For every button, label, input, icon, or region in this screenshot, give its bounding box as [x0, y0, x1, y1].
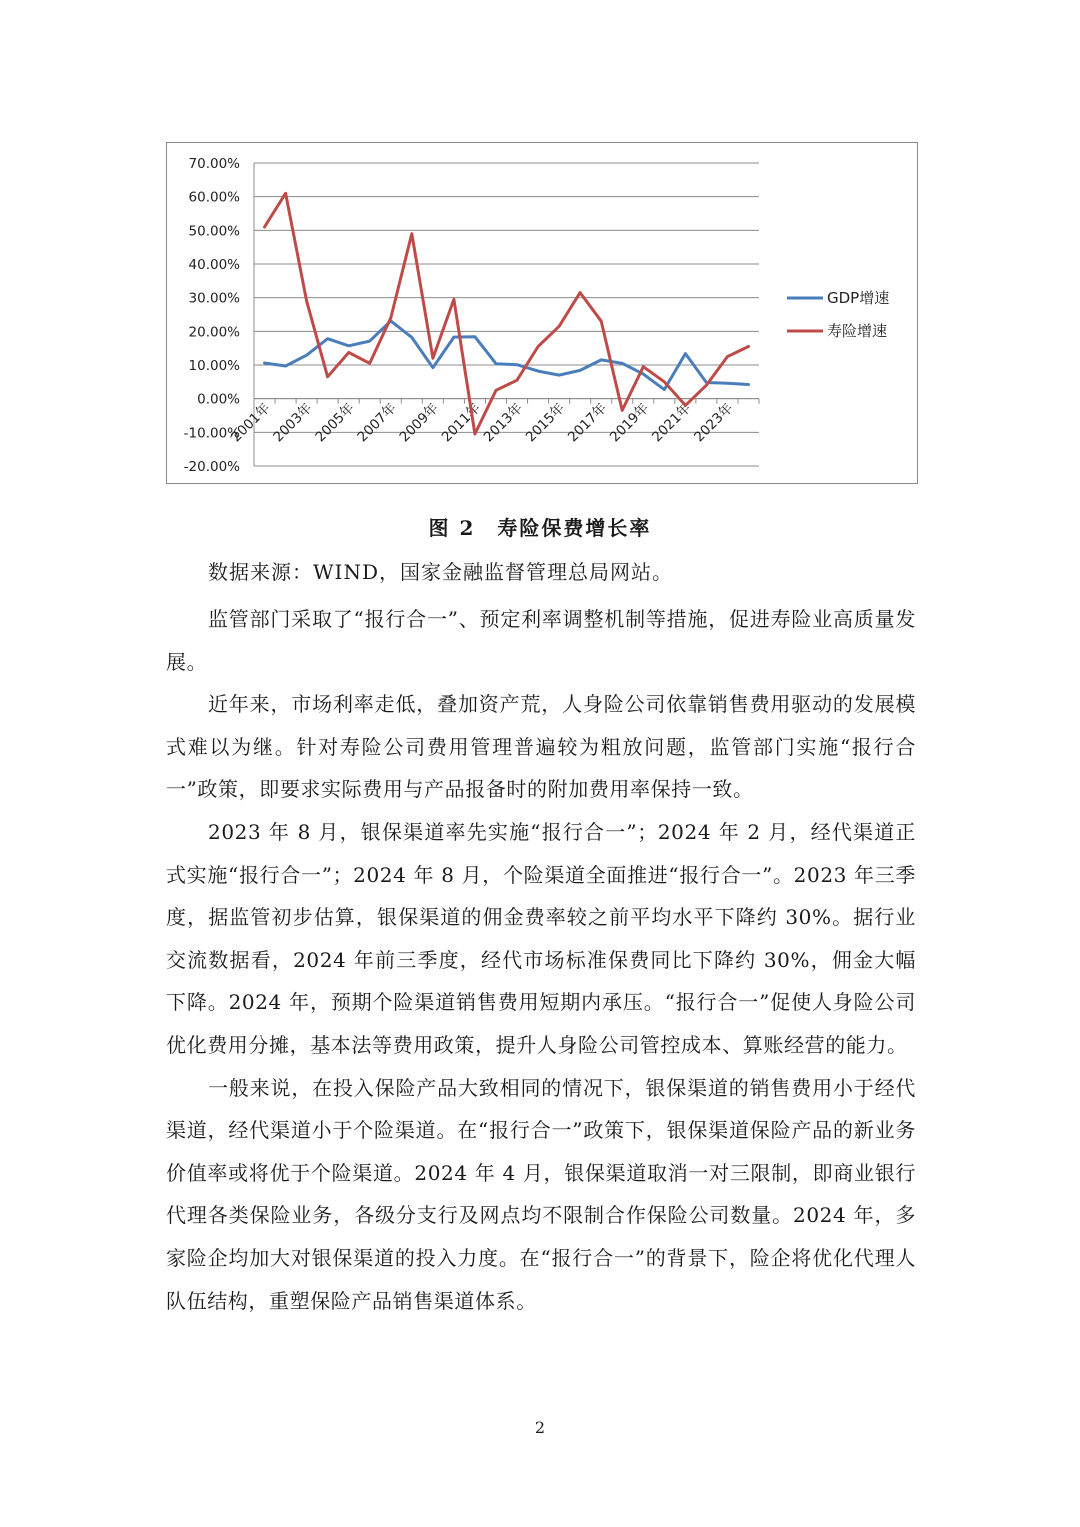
figure-caption: 图 2 寿险保费增长率 [428, 516, 652, 540]
x-tick-label: 2009年 [396, 400, 442, 446]
y-tick-label: 20.00% [188, 324, 240, 341]
paragraph: 监管部门采取了“报行合一”、预定利率调整机制等措施，促进寿险业高质量发展。 [166, 607, 916, 674]
paragraph: 2023 年 8 月，银保渠道率先实施“报行合一”；2024 年 2 月，经代渠道正式实施“报行合一”；2024 年 8 月，个险渠道全面推进“报行合一”。2023 年三季度，据监管初步估算，银保渠道的佣金费率较之前平均水平下降约 30%。据行业交流数据看，2024 年前三季度，经代市场标准保费同比下降约 30%，佣金大幅下降。2024 年，预期个险渠道销售费用短期内承压。“报行合一”促使人身险公司优化费用分摊，基本法等费用政策，提升人身险公司管控成本、算账经营的能力。 [166, 819, 916, 1057]
paragraph: 一般来说，在投入保险产品大致相同的情况下，银保渠道的销售费用小于经代渠道，经代渠道小于个险渠道。在“报行合一”政策下，银保渠道保险产品的新业务价值率或将优于个险渠道。2024 年 4 月，银保渠道取消一对三限制，即商业银行代理各类保险业务，各级分支行及网点均不限制合作保险公司数量。2024 年，多家险企均加大对银保渠道的投入力度。在“报行合一”的背景下，险企将优化代理人队伍结构，重塑保险产品销售渠道体系。 [166, 1075, 916, 1313]
y-tick-label: -20.00% [183, 459, 240, 475]
life-insurance-growth-series-line [265, 193, 749, 434]
x-tick-label: 2003年 [270, 400, 316, 446]
x-tick-label: 2021年 [649, 400, 695, 446]
chart-container [166, 142, 918, 484]
x-tick-label: 2001年 [228, 400, 274, 446]
legend-label: 寿险增速 [827, 322, 888, 340]
paragraph: 近年来，市场利率走低，叠加资产荒，人身险公司依靠销售费用驱动的发展模式难以为继。针对寿险公司费用管理普遍较为粗放问题，监管部门实施“报行合一”政策，即要求实际费用与产品报备时的附加费用率保持一致。 [166, 692, 916, 802]
y-tick-label: 30.00% [188, 290, 240, 307]
y-tick-label: 0.00% [197, 391, 240, 408]
x-tick-label: 2013年 [480, 400, 526, 446]
y-tick-label: 70.00% [188, 156, 240, 172]
y-tick-label: 50.00% [188, 223, 240, 240]
y-tick-label: -10.00% [183, 425, 240, 442]
legend-label: GDP增速 [827, 289, 890, 307]
x-tick-label: 2015年 [522, 400, 568, 446]
data-source-note: 数据来源：WIND，国家金融监督管理总局网站。 [208, 560, 673, 584]
x-tick-label: 2005年 [312, 400, 358, 446]
y-tick-label: 10.00% [188, 358, 240, 374]
x-tick-label: 2017年 [564, 400, 611, 446]
y-tick-label: 60.00% [188, 189, 240, 206]
x-tick-label: 2019年 [606, 400, 653, 446]
life-insurance-growth-chart [167, 143, 919, 485]
page-number: 2 [534, 1418, 546, 1437]
x-tick-label: 2011年 [438, 400, 484, 446]
x-tick-label: 2007年 [354, 400, 400, 446]
y-tick-label: 40.00% [188, 257, 240, 273]
x-tick-label: 2023年 [691, 400, 737, 446]
body-text [166, 598, 916, 1322]
